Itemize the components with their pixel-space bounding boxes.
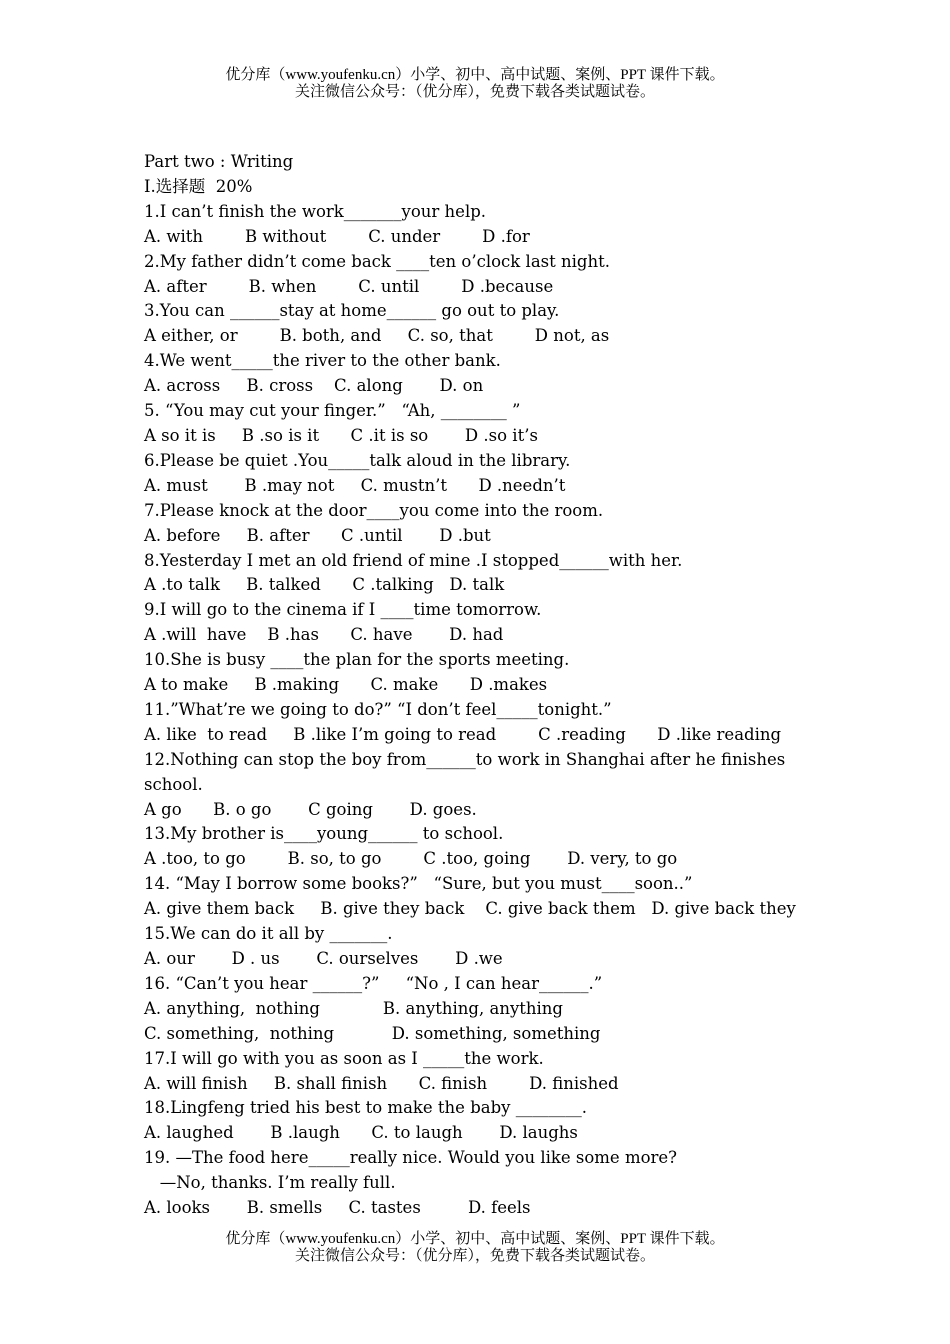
- question-item: [144, 1146, 824, 1221]
- page-header: [0, 67, 950, 101]
- question-item: [144, 299, 824, 349]
- answer-options: A. must B .may not C. mustn’t D .needn’t: [144, 475, 566, 495]
- question-item: [144, 748, 824, 823]
- answer-options: A. anything, nothing B. anything, anything: [144, 998, 563, 1018]
- section-title: Part two : Writing: [144, 152, 294, 171]
- question-item: [144, 1047, 824, 1097]
- question-text: 13.My brother is____young______ to school.: [144, 824, 504, 844]
- footer-line-2: 关注微信公众号：（优分库），免费下载各类试题试卷。: [294, 1248, 655, 1264]
- question-text: 14. “May I borrow some books?” “Sure, but you must____soon..”: [144, 874, 693, 894]
- question-text: 11.”What’re we going to do?” “I don’t feel_____tonight.”: [144, 699, 612, 719]
- question-item: [144, 822, 824, 872]
- header-line-2: 关注微信公众号：（优分库），免费下载各类试题试卷。: [294, 84, 655, 100]
- question-item: [144, 499, 824, 549]
- answer-options: A .will have B .has C. have D. had: [144, 625, 504, 645]
- answer-options: A. across B. cross C. along D. on: [144, 376, 484, 396]
- answer-options: A. looks B. smells C. tastes D. feels: [144, 1198, 531, 1218]
- answer-options: A. before B. after C .until D .but: [144, 525, 491, 545]
- question-text: 10.She is busy ____the plan for the sports meeting.: [144, 650, 570, 670]
- question-text: 19. —The food here_____really nice. Would you like some more?: [144, 1148, 678, 1168]
- question-item: [144, 399, 824, 449]
- subsection-title: I.选择题 20%: [144, 176, 253, 196]
- answer-options-continued: C. something, nothing D. something, something: [144, 1023, 601, 1043]
- question-text: 1.I can’t finish the work_______your help.: [144, 201, 487, 221]
- answer-options: A to make B .making C. make D .makes: [144, 675, 548, 695]
- question-list: [144, 200, 824, 1221]
- question-text: 15.We can do it all by _______.: [144, 924, 393, 944]
- exam-content: [144, 150, 824, 1221]
- question-item: [144, 922, 824, 972]
- page-footer: [0, 1231, 950, 1265]
- question-item: [144, 549, 824, 599]
- answer-options: A either, or B. both, and C. so, that D not, as: [144, 326, 610, 346]
- header-line-1: 优分库（www.youfenku.cn）小学、初中、高中试题、案例、PPT 课件下载。: [225, 67, 725, 83]
- answer-options: A go B. o go C going D. goes.: [144, 799, 477, 819]
- answer-options: A. laughed B .laugh C. to laugh D. laughs: [144, 1123, 578, 1143]
- answer-options: A. give them back B. give they back C. give back them D. give back they: [144, 899, 796, 919]
- question-text: 2.My father didn’t come back ____ten o’clock last night.: [144, 251, 610, 271]
- question-text: 3.You can ______stay at home______ go out to play.: [144, 301, 560, 321]
- answer-options: A. will finish B. shall finish C. finish D. finished: [144, 1073, 619, 1093]
- question-text: 5. “You may cut your finger.” “Ah, ________ ”: [144, 401, 521, 421]
- question-item: [144, 698, 824, 748]
- answer-options: A .too, to go B. so, to go C .too, going D. very, to go: [144, 849, 678, 869]
- question-item: [144, 1096, 824, 1146]
- question-item: [144, 872, 824, 922]
- question-item: [144, 449, 824, 499]
- question-item: [144, 200, 824, 250]
- question-text: 6.Please be quiet .You_____talk aloud in the library.: [144, 450, 571, 470]
- question-text: 4.We went_____the river to the other bank.: [144, 351, 501, 371]
- question-text: 16. “Can’t you hear ______?” “No , I can hear______.”: [144, 973, 603, 993]
- question-text: 18.Lingfeng tried his best to make the baby ________.: [144, 1098, 587, 1118]
- question-text: 17.I will go with you as soon as I _____the work.: [144, 1048, 544, 1068]
- question-item: [144, 598, 824, 648]
- answer-options: A. after B. when C. until D .because: [144, 276, 554, 296]
- answer-options: A. with B without C. under D .for: [144, 226, 530, 246]
- answer-options: A .to talk B. talked C .talking D. talk: [144, 575, 505, 595]
- question-text: 12.Nothing can stop the boy from______to work in Shanghai after he finishes school.: [144, 749, 786, 794]
- question-item: [144, 972, 824, 1047]
- answer-options: A so it is B .so is it C .it is so D .so it’s: [144, 425, 538, 445]
- answer-options: A. our D . us C. ourselves D .we: [144, 949, 503, 968]
- question-item: [144, 349, 824, 399]
- footer-line-1: 优分库（www.youfenku.cn）小学、初中、高中试题、案例、PPT 课件下载。: [225, 1231, 725, 1247]
- question-text: 8.Yesterday I met an old friend of mine .I stopped______with her.: [144, 550, 683, 570]
- question-text: 9.I will go to the cinema if I ____time tomorrow.: [144, 600, 542, 620]
- question-text-continued: —No, thanks. I’m really full.: [144, 1173, 396, 1193]
- question-item: [144, 648, 824, 698]
- answer-options: A. like to read B .like I’m going to read C .reading D .like reading: [144, 724, 782, 744]
- question-item: [144, 250, 824, 300]
- question-text: 7.Please knock at the door____you come into the room.: [144, 500, 604, 520]
